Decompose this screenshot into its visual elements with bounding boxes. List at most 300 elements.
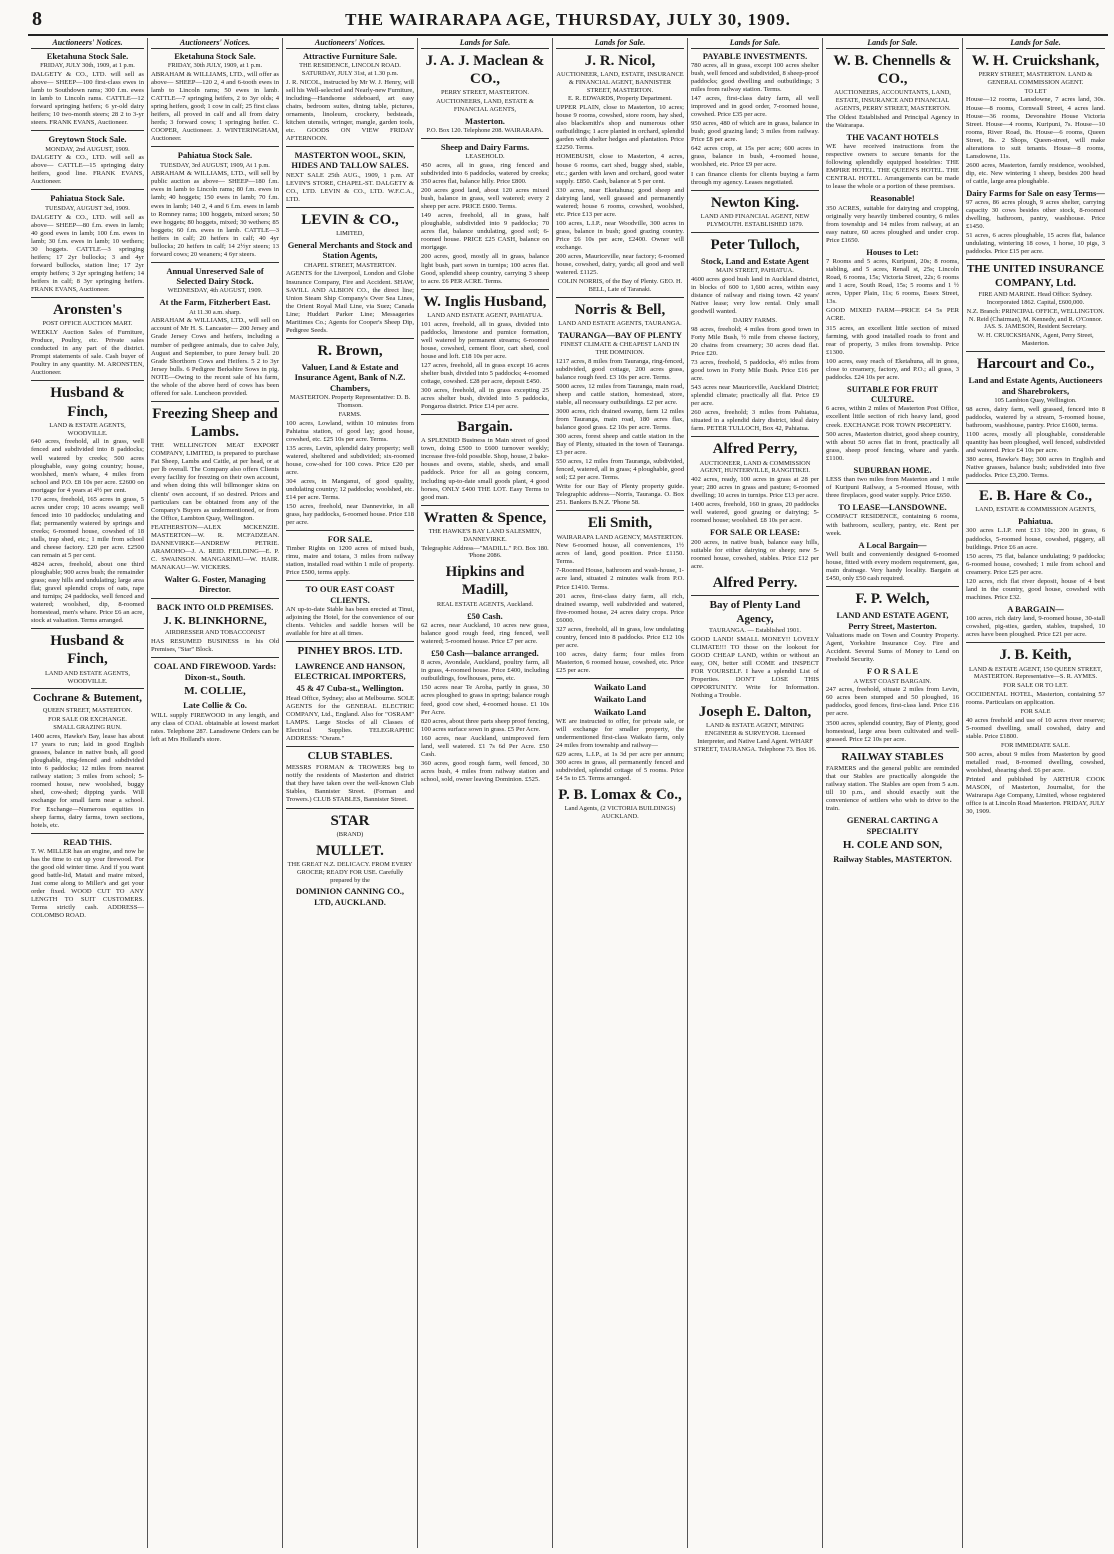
ad-text: Timber Rights on 1200 acres of mixed bush, rimu, maire and totara, 3 miles from railway station, installed road within 1 mile of property. Price £500, terms apply.: [286, 545, 414, 577]
subheading: Bay of Plenty Land Agency,: [709, 599, 801, 625]
heading: Greytown Stock Sale.: [48, 134, 127, 145]
rule-divider: [286, 641, 414, 642]
ad-text: The Oldest Established and Principal Agency in the Wairarapa.: [826, 113, 959, 129]
ad-text: 1100 acres, mostly all ploughable, considerable quantity has been ploughed, well fenced, subdivided and watered. Price £4 10s per acre.: [966, 430, 1105, 454]
ad-text: 200 acres good land, about 120 acres mixed bush, balance in grass, well watered; every 2 sheep per acre. PRICE £600. Terms.: [421, 187, 549, 211]
ad-text: MESSRS FORMAN & TROWERS beg to notify the residents of Masterton and district that they have taken over the well-known Club Stables, Bannister Street. (Forman and Trowers.) CLUB STABLES, Bannister Street.: [286, 764, 414, 804]
rule-divider: [31, 688, 144, 689]
subline: W. H. CRUICKSHANK, Agent, Perry Street, Masterton.: [977, 332, 1094, 348]
advertiser-name: W. B. Chennells & CO.,: [833, 52, 952, 88]
heading: DOMINION CANNING CO., LTD, AUCKLAND.: [295, 886, 405, 907]
rule-divider: [966, 351, 1105, 352]
ad-text: 7 Rooms and 5 acres, Kuripuni, 20s; 8 rooms, stabling, and 5 acres, Renall st, 25s; Lincoln Road, 6 rooms, 15s; Victoria Street, 22s; 6 rooms and 1 acre, South Road, 15s; 5 rooms and 1 ½ acres, Upper Plain, 11s; 6 rooms, Essex Street, 13s.: [826, 258, 959, 306]
subline: PERRY STREET, MASTERTON.: [441, 89, 529, 97]
ad-text: 97 acres, 86 acres plough, 9 acres shelter, carrying capacity 30 cows besides other stock, 8-roomed dwelling, bathroom, pantry, washhouse. Price £1450.: [966, 199, 1105, 231]
ad-text: FEATHERSTON—ALEX MCKENZIE. MASTERTON—W. R. MCFADZEAN. DANNEVIRKE—ANDREW PETRIE. ARAMOHO—J. A. REID. FEILDING—E. P. C. SWAINSON. MANGARIMU—W. HAIR. MANAKAU—W. VICKERS.: [151, 523, 279, 571]
rule-divider: [286, 338, 414, 339]
subline: AIRDRESSER AND TOBACCONIST: [164, 629, 266, 637]
ad-text: 7-Roomed House, bathroom and wash-house, 1-acre land, situated 2 minutes walk from P.O. Price £1410. Terms.: [556, 567, 684, 591]
ad-text: 300 acres, forest sheep and cattle station in the Bay of Plenty, situated in the town of Tauranga. £3 per acre.: [556, 432, 684, 457]
ad-text: 150 acres, freehold, near Dannevirke, in all grass, hay paddocks, 6-roomed house. Price £18 per acre.: [286, 502, 414, 526]
ad-text: 304 acres, in Manganui, of good quality, undulating country; 12 paddocks; woolshed, etc. £14 per acre. Terms.: [286, 477, 415, 501]
subline: P.O. Box 120. Telephone 208. WAIRARAPA.: [426, 127, 544, 135]
subline: MONDAY, 2nd AUGUST, 1909.: [45, 145, 130, 153]
subheading: H. COLE AND SON,: [842, 838, 943, 851]
heading: General Merchants and Stock and Station Agents,: [287, 239, 413, 261]
subline: THE HAWKE'S BAY LAND SALESMEN, DANNEVIRKE.: [428, 527, 542, 543]
column-7: [823, 38, 963, 1548]
ad-text: 950 acres, 480 of which are in grass, balance in bush; good grazing land; 3 miles from railway. Price £8 per acre.: [691, 120, 819, 144]
subline: WAIRARAPA LAND AGENCY, MASTERTON.: [556, 533, 684, 541]
heading: Valuer, Land & Estate and Insurance Agent, Bank of N.Z. Chambers,: [294, 362, 406, 393]
heading: BACK INTO OLD PREMISES.: [156, 601, 274, 612]
heading: TAURANGA—BAY OF PLENTY: [557, 329, 683, 340]
advertiser-name: Husband & Finch,: [50, 633, 125, 668]
subline: MAIN STREET, PAHIATUA.: [716, 267, 794, 275]
subline: LAND AND ESTATE AGENTS, TAURANGA.: [558, 319, 682, 327]
rule-divider: [966, 259, 1105, 260]
subline: WEDNESDAY, 4th AUGUST, 1909.: [167, 287, 263, 295]
rule-divider: [421, 289, 549, 290]
ad-text: 127 acres, freehold, all in grass except 16 acres shelter bush, divided into 5 paddocks; 4-roomed cottage, cowshed. £28 per acre, deposit £450.: [421, 361, 549, 385]
ad-text: 200 acres, good, mostly all in grass, balance light bush, part sown in turnips; 100 acres flat. Good, splendid sheep country, carrying 3 sheep to acre. £6 PER ACRE. Terms.: [421, 253, 549, 285]
rule-divider: [691, 436, 819, 437]
ad-text: J. R. NICOL, instructed by Mr W. J. Henry, will sell his Well-selected and Nearly-new Furniture, including—Handsome sideboard, art easy chairs, bedroom suites, dining table, pictures, ornaments, linoleum, crockery, bedsteads, kitchen utensils, wringer, mangle, garden tools, etc. GOODS ON VIEW FRIDAY AFTERNOON.: [286, 78, 414, 142]
heading: FOR SALE OR LEASE:: [710, 527, 800, 538]
heading: £50 Cash.: [467, 610, 503, 621]
heading: LAWRENCE AND HANSON, ELECTRICAL IMPORTERS,: [294, 660, 406, 682]
heading: Late Collie & Co.: [183, 700, 247, 711]
heading: Masterton.: [465, 115, 505, 126]
ad-text: 1400 acres, freehold, 160 in grass, 20 paddocks well watered, good grazing or dairying; 5-roomed house; woolshed. £8 10s per acre.: [691, 501, 819, 525]
subline: POST OFFICE AUCTION MART.: [42, 320, 133, 328]
subline: TO LET: [1024, 87, 1047, 95]
ad-text: THE WELLINGTON MEAT EXPORT COMPANY, LIMITED, is prepared to purchase Fat Sheep, Lambs and Cattle, at per head, or at per lb overall. The Company also offers Clients every facility for freezing on their own account, and when doing this will billmonger skins on clients' own account, if so desired. Prices and particulars can be obtained from any of the Company's Buyers as undermentioned, or from the Office, Lambton Quay, Wellington.: [151, 442, 279, 522]
subline: (BRAND): [336, 830, 364, 838]
ad-text: 327 acres, freehold, all in grass, low undulating country, fenced into 8 paddocks. Price £12 10s per acre.: [556, 625, 684, 649]
column-3: [283, 38, 418, 1548]
subline: FOR SALE OR TO LET.: [1003, 682, 1068, 690]
heading: GENERAL CARTING A SPECIALITY: [846, 815, 939, 836]
ad-text: WEEKLY Auction Sales of Furniture, Produce, Poultry, etc. Private sales conducted in any part of the district. Prompt statements of sale. Cash buyer of Poultry in any quantity. M. ARONSTEN, Auctioneer.: [31, 329, 144, 377]
subline: TAURANGA. — Established 1901.: [709, 627, 801, 635]
ad-text: 201 acres, first-class dairy farm, all rich, drained swamp, well subdivided and watered, five-roomed house, 24 acres dairy crops. Price £6000.: [556, 592, 684, 624]
rule-divider: [286, 580, 414, 581]
ad-text: 120 acres, rich flat river deposit, house of 4 best land in the country, good house, cowshed with machines. Price £32.: [966, 577, 1105, 601]
subline: LAND AND FINANCIAL AGENT, NEW PLYMOUTH. ESTABLISHED 1879.: [700, 212, 810, 228]
advertiser-name: Wratten & Spence,: [423, 509, 547, 526]
newspaper-title: THE WAIRARAPA AGE, THURSDAY, JULY 30, 1909.: [345, 10, 791, 29]
ad-text: Well built and conveniently designed 6-roomed house, fitted with every modern requirement, gas, main drainage. Very handy locality. Bargain at £450, only £50 cash required.: [826, 550, 959, 583]
ad-text: 260 acres, freehold; 3 miles from Pahiatua, situated in a splendid dairy district, ideal dairy farm. PETER TULLOCH, Box 42, Pahiatua.: [691, 409, 819, 433]
ad-text: AN up-to-date Stable has been erected at Tinui, adjoining the Hotel, for the convenience of our clients. Vehicles and saddle horses will be available for hire at all times.: [286, 606, 414, 638]
heading: F O R S A L E: [866, 666, 919, 677]
rule-divider: [31, 628, 144, 629]
heading: £50 Cash—balance arranged.: [431, 648, 539, 658]
ad-text: 1400 acres, Hawke's Bay, lease has about 17 years to run; laid in good English grasses, balance in native bush, all good ploughable, ring-fenced and subdivided into 6 paddocks; 12 miles from nearest railway station; 3 miles from school; 5-roomed house, new woolshed, buggy shed, cow-shed; dipping yards. Will exchange for small farm near a school. For Exchange—Numerous equities in sheep farms, dairy farms, town sections, hotels, etc.: [31, 733, 144, 829]
ad-text: Write for our Bay of Plenty property guide. Telegraphic address—Norris, Tauranga. O. Box 251. Bankers B.N.Z. 'Phone 58.: [556, 483, 684, 507]
ad-text: 450 acres, all in grass, ring fenced and subdivided into 6 paddocks, watered by creeks; 350 acres flat, balance hilly. Price £800.: [421, 162, 549, 186]
advertiser-name: Freezing Sheep and Lambs.: [152, 405, 278, 441]
advertiser-name: Alfred Perry.: [712, 574, 798, 591]
subline: LAND, ESTATE & COMMISSION AGENTS,: [975, 506, 1096, 514]
subline: MASTERTON. Property Representative: D. B. Thomson.: [289, 394, 411, 409]
subheading: THE UNITED INSURANCE COMPANY, Ltd.: [967, 263, 1104, 289]
advertiser-name: STAR: [330, 812, 370, 829]
ad-text: 135 acres, Levin, splendid dairy property; well watered, sheltered and subdivided; six-roomed house, cow-shed for 100 cows. Price £20 per acre.: [286, 444, 414, 476]
heading: FOR SALE.: [327, 533, 373, 544]
subline: At 11.30 a.m. sharp.: [189, 308, 241, 316]
rule-divider: [286, 808, 414, 809]
ad-text: WE have received instructions from the respective owners to secure tenants for the following splendidly equipped hostelries: THE EMPIRE HOTEL. THE QUEEN'S HOTEL. THE CENTRAL HOTEL. Arrangements can be made to lease the whole or a portion of these premises.: [826, 143, 959, 191]
ad-text: ABRAHAM & WILLIAMS, LTD., will offer as above— SHEEP—120 2, 4 and 6-tooth ewes in lamb to Lincoln rams; 50 ewes in lamb. CATTLE—7 springing heifers, 2 to 3yr olds; 4 spring heifers, good; 1 cow in calf; 25 first class heifers, all proved in calf and all from dairy herds; 3 forward cows; 1 springing heifer. C. COOPER, Auctioneer. J. WINTERINGHAM, Auctioneer.: [151, 70, 279, 143]
column-2: [148, 38, 283, 1548]
ad-text: DALGETY & CO., LTD. will sell as above— SHEEP—100 first-class ewes in lamb to Southdown rams; 300 f.m. ewes in lamb to Lincoln rams. CATTLE—12 forward springing heifers; 6 yr-old dairy heifers; 10 two-month steers; 28 2 to 3-yr steers. FRANK EVANS, Auctioneer.: [31, 70, 144, 127]
advertiser-name: P. B. Lomax & Co.,: [558, 787, 682, 804]
ad-text: 2600 acres, Masterton, family residence, woolshed, dip, etc. New wintering 1 sheep, besides 200 head of cattle, large area ploughable.: [966, 161, 1105, 185]
ad-text: WE are instructed to offer, for private sale, or will exchange for smaller property, the undermentioned first-class Waikato farm, only 24 miles from township and railway—: [556, 717, 684, 750]
heading: TO LEASE—LANSDOWNE.: [838, 502, 947, 513]
ad-text: 170 acres, freehold, 165 acres in grass, 5 acres under crop; 10 acres swamp; well fenced into 10 paddocks; undulating and flat; permanently watered by springs and creeks; 6-roomed house, cowshed of 18 stalls, trap shed, etc.; 1 mile from school and cheese factory. £20 per acre. £2500 can remain at 5 per cent.: [31, 495, 144, 559]
heading: Eketahuna Stock Sale.: [174, 50, 256, 61]
ad-text: FARMERS and the general public are reminded that our Stables are practically alongside the railway station. The Stables are open from 5 a.m. till 10 p.m., and should exactly suit the convenience of settlers who wish to drive to the train.: [826, 765, 959, 813]
ad-text: 642 acres crop, at 15s per acre; 600 acres in grass, balance in bush, 4-roomed house, woolshed, etc. Price £9 per acre.: [691, 145, 819, 169]
heading: Sheep and Dairy Farms.: [440, 141, 530, 152]
subline: FINEST CLIMATE & CHEAPEST LAND IN THE DOMINION.: [560, 341, 680, 356]
ad-text: 550 acres, 12 miles from Tauranga, subdivided, fenced, watered, all in grass; 4 ploughable, good soil; £2 per acre. Terms.: [556, 458, 684, 482]
subline: FRIDAY, 30th JULY, 1909, at 1 p.m.: [167, 62, 263, 70]
ad-text: 360 acres, good rough farm, well fenced, 30 acres bush, 4 miles from railway station and school, sold, owner leaving Dominion. £525.: [421, 759, 549, 783]
ad-text: NEXT SALE 25th AUG., 1909, 1 p.m. AT LEVIN'S STORE, CHAPEL-ST. DALGETY & CO., LTD. LEVIN & CO., LTD. W.F.C.A., LTD.: [286, 171, 414, 203]
subline: REAL ESTATE AGENTS, Auckland.: [436, 600, 534, 608]
ad-text: AGENTS for the Liverpool, London and Globe Insurance Company, Fire and Accident. SHAW, SAVILL AND ALBION CO., the direct line; Union Steam Ship Company's Over Sea Lines, the Orient Royal Mail Line, via Suez; Canada Line; Huddart Parker Line; Messageries Maritimes Co.; Agents for Cooper's Sheep Dip, Pedigree Seeds.: [286, 270, 414, 334]
ad-text: HAS RESUMED BUSINESS in his Old Premises, "Star" Block.: [151, 638, 279, 654]
subline: Land Agents, (2 VICTORIA BUILDINGS) AUCKLAND.: [564, 805, 676, 821]
heading: Annual Unreserved Sale of Selected Dairy Stock.: [166, 265, 264, 287]
ad-text: 380 acres, Hawke's Bay; 300 acres in English and Native grasses, balance bush; subdivided into five paddocks. Price £3,200. Terms.: [966, 455, 1105, 479]
ad-text: OCCIDENTAL HOTEL, Masterton, containing 57 rooms. Particulars on application.: [966, 690, 1105, 706]
column-header: Lands for Sale.: [691, 38, 819, 49]
advertiser-name: Husband & Finch,: [50, 385, 125, 420]
rule-divider: [31, 833, 144, 834]
ad-text: GOOD LAND! SMALL MONEY!! LOVELY CLIMATE!!! TO those on the lookout for GOOD CHEAP LAND, within or without an easy, ON, better still COME and INSPECT FOR YOURSELF. I have a splendid List of Properties. DON'T LOSE THIS OPPORTUNITY. Write for Information. Nothing a Trouble.: [691, 635, 819, 700]
advertiser-name: J. B. Keith,: [999, 647, 1072, 664]
ad-text: 149 acres, freehold, all in grass, half ploughable, subdivided into 9 paddocks; 70 acres flat, balance undulating, good soil; 6-roomed house. PRICE £25 CASH, balance on mortgage.: [421, 212, 549, 252]
ad-text: A SPLENDID Business in Main street of good town, doing £500 to £600 turnover weekly; increase five-fold possible. Shop, house, 2 bake-houses and ovens, stable, sheds, and small paddock. Price for all as going concern, including up-to-date small goods plant, 4 good horses, ONLY £400 THE LOT. Easy Terms to good man.: [421, 437, 549, 501]
advertiser-name: W. Inglis Husband,: [423, 293, 547, 310]
rule-divider: [966, 642, 1105, 643]
ad-text: 200 acres, Mauriceville, near factory; 6-roomed house, cowshed, dairy, yards; all good and well watered. £1125.: [556, 252, 684, 276]
advertiser-name: Aronsten's: [53, 301, 122, 318]
subline: LAND & ESTATE AGENT, 150 QUEEN STREET, MASTERTON. Representative—S. R. AYMES.: [968, 665, 1103, 681]
rule-divider: [151, 401, 279, 402]
subline: 105 Lambton Quay, Wellington.: [994, 396, 1077, 404]
rule-divider: [966, 483, 1105, 484]
subline: PERRY STREET, MASTERTON. LAND & GENERAL COMMISSION AGENT.: [978, 71, 1093, 86]
subline: SMALL GRAZING RUN.: [53, 724, 122, 732]
subline: Telegraphic Address—"MADILL." P.O. Box 180. 'Phone 2086.: [421, 544, 549, 560]
subheading: J. K. BLINKHORNE,: [163, 614, 267, 627]
heading: Dairy Farms for Sale on easy Terms—: [966, 187, 1105, 198]
ad-text: 3000 acres, rich drained swamp, farm 12 miles from Tauranga, main road, 180 acres flax, balance good grass. £2 10s per acre. Terms.: [556, 407, 684, 431]
subheading: RAILWAY STABLES: [841, 750, 944, 763]
ad-text: 101 acres, freehold, all in grass, divided into paddocks, limestone and pumice formation, well watered by permanent streams; 6-roomed house, cowshed, cement floor, cart shed, cool house and loft. £18 10s per acre.: [421, 320, 549, 360]
heading: LAND AND ESTATE AGENT, Perry Street, Masterton.: [836, 610, 949, 631]
column-8: [963, 38, 1108, 1548]
ad-text: 315 acres, an excellent little section of mixed farming, with good installed roads to front and rear of property, 3 miles from township. Price £1300.: [826, 324, 959, 356]
subline: DAIRY FARMS.: [732, 317, 778, 325]
rule-divider: [421, 505, 549, 506]
ad-text: 100 acres, easy reach of Eketahuna, all in grass, close to creamery, factory, and P.O.; all grass, 3 paddocks. £24 10s per acre.: [826, 357, 959, 381]
heading: Pahiatua Stock Sale.: [177, 150, 253, 161]
masthead: [28, 8, 1108, 36]
ad-text: 6 acres, within 2 miles of Masterton Post Office, excellent little section of rich heavy land, good creek. EXCHANGE FOR TOWN PROPERTY.: [826, 405, 959, 429]
heading: Eketahuna Stock Sale.: [46, 50, 129, 61]
advertiser-name: MULLET.: [316, 842, 384, 859]
subline: TUESDAY, 3rd AUGUST, 1909, At 1 p.m.: [160, 161, 270, 169]
rule-divider: [421, 138, 549, 139]
subline: LAND & ESTATE AGENT, MINING ENGINEER & SURVEYOR. Licensed Interpreter, and Native Land Agent. WHARF STREET, TAURANGA. Telephone 73. Box 16.: [693, 722, 817, 753]
advertiser-name: Peter Tulloch,: [710, 236, 800, 253]
ad-text: 147 acres, first-class dairy farm, all well improved and in good order, 7-roomed house, cowshed. Price £35 per acre.: [691, 95, 819, 119]
subline: COLIN NORRIS, of the Bay of Plenty. GEO. H. BELL, Late of Taranaki.: [557, 277, 683, 293]
column-header: Lands for Sale.: [421, 38, 549, 49]
subline: CHAPEL STREET, MASTERTON.: [303, 261, 397, 269]
ad-text: 820 acres, about three parts sheep proof fencing, 100 acres surface sown in grass. £5 Per Acre.: [421, 717, 549, 733]
ad-text: 780 acres, all in grass, except 100 acres shelter bush, well fenced and subdivided, 8 sheep-proof paddocks; good dwelling and outbuildings; 3 miles from railway station. Terms.: [691, 62, 819, 94]
ad-text: 200 acres, in native bush, balance easy hills, suitable for either dairying or sheep; new 5-roomed house, cowshed, stables. Price £12 per acre.: [691, 538, 819, 570]
subline: AUCTIONEERS, LAND, ESTATE & FINANCIAL AGENTS,: [436, 98, 534, 113]
ad-text: 629 acres, L.I.P., at 1s 3d per acre per annum; 300 acres in grass, all permanently fenced and subdivided, splendid cottage of 5 rooms. Price £4 5s to £5. Terms arranged.: [556, 751, 684, 783]
heading: READ THIS.: [63, 836, 112, 847]
ad-text: T. W. MILLER has an engine, and now he has the time to cut up your firewood. For the good old winter time. And if you want good battle-lid, Mataii and maire mixed, Just come along to Miller's and get your order fixed. WOOD CUT TO ANY LENGTH TO SUIT CUSTOMERS. Terms strictly cash. ADDRESS—COLOMBO ROAD.: [31, 847, 144, 920]
subline: LAND AND ESTATE AGENTS, WOODVILLE.: [44, 669, 131, 685]
rule-divider: [151, 262, 279, 263]
heading: THE VACANT HOTELS: [846, 131, 939, 142]
ad-text: New 6-roomed house, all conveniences, 1½ acres of land, good position. Price £1150. Terms.: [556, 542, 684, 566]
ad-text: 100 acres, rich dairy land, 9-roomed house, 30-stall cowshed, pig-sties, garden, stables, trapshed, 10 acres have been ploughed. Price £21 per acre.: [966, 615, 1105, 639]
heading: SUBURBAN HOME.: [853, 464, 932, 475]
heading: Walter G. Foster, Managing Director.: [164, 573, 266, 595]
heading: Waikato Land: [593, 706, 647, 717]
ad-text: House—12 rooms, Lansdowne, 7 acres land, 30s. House—8 rooms, Cornwall Street, 4 acres land. House—36 rooms, Devonshire House Victoria Street. House—4 rooms, Kuripuni, 7s. House—10 rooms, River Road, 8s. House—6 rooms, Queen Street, 8s. 2 Shops, Queen-street, will make alterations to suit tenants. House—8 rooms, Lansdowne, 11s.: [966, 96, 1105, 160]
rule-divider: [286, 530, 414, 531]
rule-divider: [286, 146, 414, 147]
subline: FRIDAY, JULY 30th, 1909, at 1 p.m.: [40, 62, 135, 70]
ad-text: 500 acres, Masterton district, good sheep country, with about 50 acres flat in front, practically all grass, sheep proof fencing, whare and yards. £1100.: [826, 430, 959, 462]
heading: Pahiatua.: [1018, 516, 1053, 527]
subheading: Cochrane & Butement,: [32, 692, 143, 705]
ad-text: 51 acres, 6 acres ploughable, 15 acres flat, balance undulating, wintering 18 cows, 1 horse, 10 pigs, 3 paddocks. Price £15 per acre.: [966, 232, 1105, 256]
heading: Attractive Furniture Sale.: [302, 50, 398, 61]
rule-divider: [691, 190, 819, 191]
column-header: Lands for Sale.: [556, 38, 684, 49]
subline: FOR IMMEDIATE SALE.: [1000, 741, 1071, 749]
ad-text: 100 acres, Lowland, within 10 minutes from Pahiatua station, of good lay; good house, cowshed, etc. £25 10s per acre. Terms.: [286, 419, 414, 443]
ad-text: 8 acres, Avondale, Auckland, poultry farm, all in grass, 4-roomed house. Price £400, including outbuildings, fowlhouses, pens, etc.: [421, 659, 549, 683]
ad-text: DALGETY & CO., LTD. will sell as above— CATTLE—15 springing dairy heifers, good line. FRANK EVANS, Auctioneer.: [31, 154, 144, 186]
ad-text: 150 acres near Te Aroha, partly in grass, 30 acres ploughed to grass in spring; balance rough feed, good cow shed, 4-roomed house. £1 10s Per Acre.: [421, 684, 549, 716]
column-header: Auctioneers' Notices.: [286, 38, 414, 49]
column-header: Auctioneers' Notices.: [31, 38, 144, 49]
ad-text: COMPACT RESIDENCE, containing 6 rooms, with bathroom, scullery, pantry, etc. Rent per week.: [826, 513, 959, 537]
column-header: Lands for Sale.: [826, 38, 959, 49]
subline: FOR SALE OR EXCHANGE.: [48, 715, 127, 723]
ad-text: 4824 acres, freehold, about one third ploughable; 900 acres bush; the remainder grass; easy hills and undulating; large area flat; gravel splendid crops of oats, rape and turnips; 24 paddocks, well fenced and watered; woolshed, dip, 8-roomed homestead, men's whare. Price £6 an acre, stock at valuation. Terms arranged.: [31, 560, 144, 625]
ad-text: 73 acres, freehold, 5 paddocks, 4½ miles from good town in Forty Mile Bush. Price £16 per acre.: [691, 359, 819, 383]
rule-divider: [691, 595, 819, 596]
heading: At the Farm, Fitzherbert East.: [159, 297, 271, 308]
rule-divider: [691, 232, 819, 233]
heading: Stock, Land and Estate Agent: [701, 255, 809, 266]
heading: Houses to Let:: [866, 246, 919, 257]
subline: THE GREAT N.Z. DELICACY. FROM EVERY GROCER; READY FOR USE. Carefully prepared by the: [287, 860, 413, 884]
heading: Land and Estate Agents, Auctioneers and Sharebrokers,: [968, 375, 1103, 396]
ad-text: DALGETY & CO., LTD. will sell as above— SHEEP—80 f.m. ewes in lamb; 40 good ewes in lamb; 100 f.m. ewes in lamb; 30 f.m. ewes in lamb; 10 wethers; 30 hoggets. CATTLE—3 springing heifers; 17 2yr bullocks; 3 and 4yr forward bullocks, station line; 17 2yr empty heifers; 3 2yr springing heifers; 14 heifers in calf; 8 3yr springing heifers. FRANK EVANS, Auctioneer.: [31, 213, 144, 293]
advertiser-name: Eli Smith,: [587, 515, 653, 532]
ad-text: 98 acres, dairy farm, well grassed, fenced into 8 paddocks, watered by a stream, 5-roomed house, bathroom, washhouse, pantry. Price £1600, terms.: [966, 405, 1105, 429]
advertiser-name: E. B. Hare & Co.,: [978, 488, 1093, 505]
column-1: [28, 38, 148, 1548]
ad-text: 402 acres, ready, 100 acres in grass at 28 per year; 280 acres in grass and pasture; 6-roomed dwelling; 10 acres in turnips. Price £13 per acre.: [691, 476, 819, 500]
ad-text: 3500 acres, splendid country, Bay of Plenty, good homestead, large area been cultivated and well-grassed. Price £2 10s per acre.: [826, 719, 959, 743]
rule-divider: [151, 146, 279, 147]
advertiser-name: F. P. Welch,: [855, 591, 930, 608]
ad-text: 4600 acres good bush land in Auckland district, in blocks of 600 to 1,600 acres, within easy distance of railway and rising town. 42 years' Native lease; very low rental. Only small goodwill wanted.: [691, 275, 819, 316]
subline: FOR SALE: [1020, 708, 1051, 716]
column-header: Lands for Sale.: [966, 38, 1105, 49]
subline: LIMITED,: [336, 230, 364, 238]
column-header: Auctioneers' Notices.: [151, 38, 279, 49]
column-4: [418, 38, 553, 1548]
rule-divider: [556, 678, 684, 679]
heading: 45 & 47 Cuba-st., Wellington.: [296, 683, 404, 694]
subline: QUEEN STREET, MASTERTON.: [42, 706, 133, 714]
heading: TO OUR EAST COAST CLIENTS.: [305, 584, 395, 605]
heading: PAYABLE INVESTMENTS.: [702, 50, 808, 61]
ad-text: LESS than two miles from Masterton and 1 mile of Kuripuni Railway, a 5-roomed House, with three fireplaces, good water supply. Price £650.: [826, 476, 959, 500]
heading: COAL AND FIREWOOD. Yards: Dixon-st., South.: [153, 661, 277, 682]
rule-divider: [421, 414, 549, 415]
ad-text: 300 acres, freehold, all in grass excepting 25 acres shelter bush, divided into 5 paddocks, Pongaroa district. Price £14 per acre.: [421, 386, 549, 411]
subline: E. R. EDWARDS, Property Department.: [567, 95, 672, 103]
ad-text: 543 acres near Mauriceville, Auckland District; splendid climate; practically all flat. Price £9 per acre.: [691, 384, 819, 408]
ad-text: 5000 acres, 12 miles from Tauranga, main road, sheep and cattle station, homestead, store, stable, all necessary outbuildings. £2 per acre.: [556, 382, 684, 406]
heading: SUITABLE FOR FRUIT CULTURE.: [847, 383, 938, 405]
subline: TUESDAY, AUGUST 3rd, 1909.: [45, 204, 130, 212]
ad-text: GOOD MIXED FARM—PRICE £4 5s PER ACRE.: [826, 307, 959, 323]
rule-divider: [826, 586, 959, 587]
ad-text: WILL supply FIREWOOD in any length, and any class of COAL obtainable at lowest market rates. Telephone 287. Lansdowne Orders can be left at Mrs Holland's store.: [151, 711, 279, 743]
heading: MASTERTON WOOL, SKIN, HIDES AND TALLOW SALES.: [291, 149, 409, 171]
subline: FIRE AND MARINE. Head Office: Sydney. Incorporated 1862. Capital, £600,000.: [978, 291, 1093, 307]
ad-text: ABRAHAM & WILLIAMS, LTD., will sell on account of Mr H. S. Lancaster— 200 Jersey and Grade Jersey Cows and heifers, including a number of pedigree animals, due to calve July, August and September, to pure Jersey bull. 20 Grade Shorthorn Cows and Heifers. 5 2 to 3yr Jersey bulls. 6 Pedigree Berkshire Sows in pig. NOTE—Owing to the recent sale of his farm, the whole of the above herd of cows has been offered for sale. Luncheon provided.: [151, 317, 279, 397]
rule-divider: [151, 657, 279, 658]
ad-text: 500 acres, about 9 miles from Masterton by good metalled road, 8-roomed dwelling, cowshed, woolshed, shearing shed. £6 per acre.: [966, 750, 1105, 774]
ad-text: 1217 acres, 8 miles from Tauranga, ring-fenced, subdivided, good cottage, 200 acres grass, balance rough feed. £3 10s per acre. Terms.: [556, 357, 684, 381]
rule-divider: [31, 189, 144, 190]
subline: AUCTIONEERS, ACCOUNTANTS, LAND, ESTATE, INSURANCE AND FINANCIAL AGENTS, PERRY STREET, MASTERTON.: [834, 89, 951, 112]
ad-text: 100 acres, dairy farm; four miles from Masterton, 6 roomed house, cowshed, etc. Price £25 per acre.: [556, 650, 684, 674]
advertiser-name: Bargain.: [457, 419, 513, 436]
heading: A BARGAIN—: [1007, 603, 1064, 614]
heading: Waikato Land: [593, 681, 647, 692]
heading: Pahiatua Stock Sale.: [50, 193, 125, 204]
subheading: M. COLLIE,: [184, 684, 246, 697]
ad-text: Valuations made on Town and Country Property. Agent, Yorkshire Insurance Coy. Fire and Accident. Several Sums of Money to Lend on Freehold Security.: [826, 632, 959, 664]
ad-text: 247 acres, freehold, situate 2 miles from Levin, 60 acres been stumped and 50 ploughed, 16 paddocks, good fences, first-class land. Price £16 per acre.: [826, 686, 959, 718]
heading: Waikato Land: [593, 694, 647, 705]
ad-text: 62 acres, near Auckland, 10 acres new grass, balance good rough feed, ring fenced, well watered; 5-roomed house. Price £7 per acre.: [421, 621, 549, 645]
subline: N.Z. Branch: PRINCIPAL OFFICE, WELLINGTON. N. Reid (Chairman), M. Kennedy, and R. O'Connor. JAS. S. JAMESON, Resident Secretary.: [966, 307, 1105, 331]
advertiser-name: Alfred Perry,: [712, 441, 798, 458]
advertiser-name: R. Brown,: [317, 342, 383, 359]
heading: Reasonable!: [870, 193, 915, 204]
page-number: 8: [32, 8, 42, 30]
ad-text: I can finance clients for clients buying a farm through my agency. Leases negotiated.: [691, 170, 819, 186]
rule-divider: [31, 130, 144, 131]
rule-divider: [286, 207, 414, 208]
advertiser-name: Harcourt and Co.,: [976, 355, 1095, 372]
advertiser-name: J. R. Nicol,: [584, 52, 656, 69]
ad-text: 330 acres, near Eketahuna; good sheep and dairying land, well grassed and permanently watered; house 6 rooms, cowshed, woolshed, etc. Price £13 per acre.: [556, 186, 684, 218]
advertiser-name: LEVIN & CO.,: [301, 211, 399, 228]
advertiser-name: Joseph E. Dalton,: [698, 704, 812, 721]
subline: AUCTIONEER, LAND & COMMISSION AGENT, HUNTERVILLE, RANGITIKEI.: [699, 459, 811, 475]
rule-divider: [556, 297, 684, 298]
ad-text: Head Office, Sydney; also at Melbourne. SOLE AGENTS for the GENERAL ELECTRIC COMPANY, Ltd., England. Also for "OSRAM" LAMPS. Large Stocks of all Classes of Electrical Supplies. TELEGRAPHIC ADDRESS: "Osram.": [286, 694, 414, 742]
ad-text: 98 acres, freehold; 4 miles from good town in Forty Mile Bush, ½ mile from cheese factory, 20 chains from creamery; 30 acres dead flat. Price £20.: [691, 325, 819, 358]
subline: FARMS.: [338, 410, 362, 418]
ad-text: ABRAHAM & WILLIAMS, LTD., will sell by public auction as above— SHEEP—180 f.m. ewes in lamb to Lincoln rams; 80 f.m. ewes in lamb; 40 hoggets; 150 ewes in lamb; 70 f.m. ewes in lamb; 140 2, 4 and 6 f.m. ewes in lamb to Romney rams; 100 hoggets, mixed sexes; 50 ewe hoggets; 80 hoggets, mixed; 30 wethers; 85 hoggets; 60 f.m. ewes in lamb. CATTLE—3 heifers in calf; 20 heifers in calf; 40 4yr bullocks; 20 heifers in calf; 14 2½yr steers; 13 forward cows; 20 weaners; 4 6yr steers.: [151, 170, 279, 258]
advertiser-name: J. A. J. Maclean & CO.,: [425, 52, 545, 88]
heading: A Local Bargain—: [858, 539, 927, 550]
rule-divider: [556, 510, 684, 511]
ad-text: UPPER PLAIN, close to Masterton, 10 acres; house 9 rooms, cowshed, store room, hay shed, also blacksmith's shop and numerous other outbuildings; 1 acre planted in orchard, splendid garden with shelter hedges and plantation. Price £2250. Terms.: [556, 104, 684, 152]
ad-text: 640 acres, freehold, all in grass, well fenced and subdivided into 8 paddocks; well watered by creeks; 500 acres ploughable, easy going country; house, woolshed, men's whare, 4 miles from school and P.O. £8 10s per acre. £2600 on mortgage for 4 years at 4½ per cent.: [31, 438, 144, 494]
subline: LAND & ESTATE AGENTS, WOODVILLE.: [49, 421, 126, 437]
ad-text: 150 acres, 75 flat, balance undulating; 9 paddocks; 6-roomed house, cowshed; 1 mile from school and creamery. Price £25 per acre.: [966, 552, 1105, 576]
ad-text: 300 acres L.I.P. rent £13 10s; 200 in grass, 6 paddocks, 5-roomed house, cowshed, piggery, all buildings. Price £6 an acre.: [966, 527, 1105, 551]
column-6: [688, 38, 823, 1548]
advertiser-name: Newton King.: [710, 194, 800, 211]
rule-divider: [286, 746, 414, 747]
ad-text: 100 acres, L.I.P., near Woodville, 300 acres in grass, balance in bush; good grazing country. Price £6 10s per acre, £2400. Owner will exchange.: [556, 219, 684, 251]
rule-divider: [31, 380, 144, 381]
subline: LAND AND ESTATE AGENT, PAHIATUA.: [427, 311, 543, 319]
subline: AUCTIONEER, LAND, ESTATE, INSURANCE & FINANCIAL AGENT, BANNISTER STREET, MASTERTON.: [556, 71, 684, 94]
subline: A WEST COAST BARGAIN.: [853, 677, 932, 685]
rule-divider: [31, 297, 144, 298]
ad-text: 350 ACRES, suitable for dairying and cropping, originally very heavily timbered country, 6 miles from township and 14 miles from railway, at an easy nature, 60 acres ploughed and under crop. Price £1650.: [826, 204, 959, 244]
subline: LEASEHOLD.: [465, 153, 505, 161]
columns-container: [28, 38, 1108, 1550]
ad-text: HOMEBUSH, close to Masterton, 4 acres, house 6 rooms, cart shed, buggy shed, stable, etc.; garden with lawn and orchard, good water supply. £850. Cash, balance at 5 per cent.: [556, 153, 684, 185]
subline: THE RESIDENCE, LINCOLN ROAD. SATURDAY, JULY 31st, at 1.30 p.m.: [299, 62, 401, 77]
ad-text: 40 acres freehold and use of 10 acres river reserve; 5-roomed dwelling, small cowshed, dairy and stable. Price £1800.: [966, 716, 1105, 740]
rule-divider: [151, 598, 279, 599]
column-5: [553, 38, 688, 1548]
rule-divider: [826, 747, 959, 748]
advertiser-name: Norris & Bell,: [574, 301, 666, 318]
ad-text: Printed and published by ARTHUR COOK MASON, of Masterton, Journalist, for the Wairarapa Age Company, Limited, whose registered office is at Lincoln Road Masterton. FRIDAY, JULY 30, 1909.: [966, 775, 1105, 815]
subheading: PINHEY BROS. LTD.: [297, 645, 403, 658]
advertiser-name: W. H. Cruickshank,: [971, 52, 1100, 69]
subheading: CLUB STABLES.: [307, 749, 393, 762]
advertiser-name: Hipkins and Madill,: [445, 564, 525, 599]
heading: Railway Stables, MASTERTON.: [833, 854, 952, 865]
ad-text: 160 acres, near Auckland, unimproved fern land, well watered. £1 7s 6d Per Acre. £50 Cash.: [421, 734, 549, 758]
